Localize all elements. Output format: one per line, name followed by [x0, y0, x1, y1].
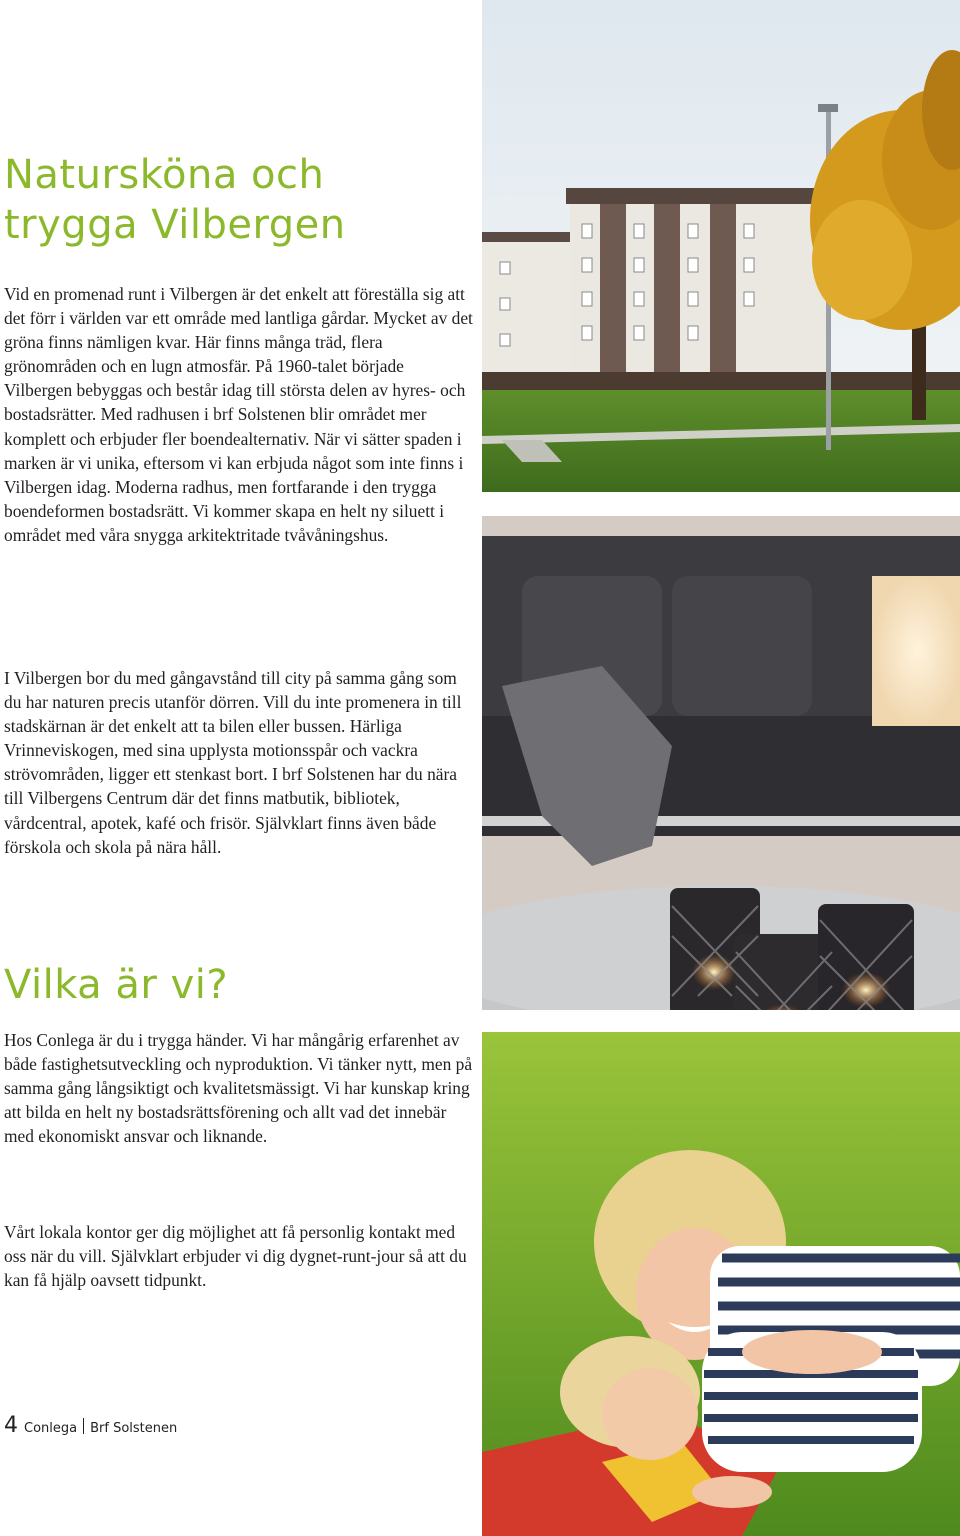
- page-title-line-1: Natursköna och: [4, 152, 325, 198]
- location-paragraph: I Vilbergen bor du med gångavstånd till city på samma gång som du har naturen precis utanför dörren. Vill du inte promenera in till stadskärnan är det enkelt att ta bilen eller bussen. Härliga Vrinneviskogen, med sina upplysta motionsspår och vackra strövområden, ligger ett stenkast bort. I brf Solstenen har du nära till Vilbergens Centrum där det finns matbutik, bibliotek, vårdcentral, apotek, kafé och frisör. Självklart finns även både förskola och skola på nära håll.: [4, 668, 462, 857]
- page-title: [4, 150, 346, 250]
- page-number: 4: [4, 1413, 18, 1438]
- family-on-grass-photo: [482, 1032, 960, 1536]
- page-title-line-2: trygga Vilbergen: [4, 202, 346, 248]
- interior-candles-photo: [482, 516, 960, 1010]
- intro-paragraph: Vid en promenad runt i Vilbergen är det enkelt att föreställa sig att det förr i världen var ett område med lantliga gårdar. Mycket av det gröna finns nämligen kvar. Här finns många träd, flera grönområden och en lugn atmosfär. På 1960-talet började Vilbergen bebyggas och består idag till största delen av hyres- och bostadsrätter. Med radhusen i brf Solstenen blir området mer komplett och erbjuder fler boendealternativ. När vi sätter spaden i marken är vi unika, eftersom vi kan erbjuda något som inte finns i Vilbergen idag. Moderna radhus, men fortfarande i den trygga boendeformen bostadsrätt. Vi kommer skapa en helt ny siluett i området med våra snygga arkitektritade tvåvåningshus.: [4, 284, 473, 545]
- apartment-building-photo: [482, 0, 960, 492]
- section-heading: Vilka är vi?: [4, 962, 229, 1008]
- contact-paragraph: Vårt lokala kontor ger dig möjlighet att få personlig kontakt med oss när du vill. Självklart erbjuder vi dig dygnet-runt-jour så att du kan få hjälp oavsett tidpunkt.: [4, 1222, 467, 1291]
- footer-divider: [83, 1418, 84, 1434]
- page-footer: [4, 1413, 177, 1438]
- about-paragraph: Hos Conlega är du i trygga händer. Vi har mångårig erfarenhet av både fastighetsutveckling och nyproduktion. Vi tänker nytt, men på samma gång långsiktigt och kvalitetsmässigt. Vi har kunskap kring att bilda en helt ny bostadsrättsförening och allt vad det innebär med ekonomiskt ansvar och liknande.: [4, 1030, 473, 1147]
- footer-project: Brf Solstenen: [90, 1421, 178, 1436]
- footer-company: Conlega: [24, 1421, 78, 1436]
